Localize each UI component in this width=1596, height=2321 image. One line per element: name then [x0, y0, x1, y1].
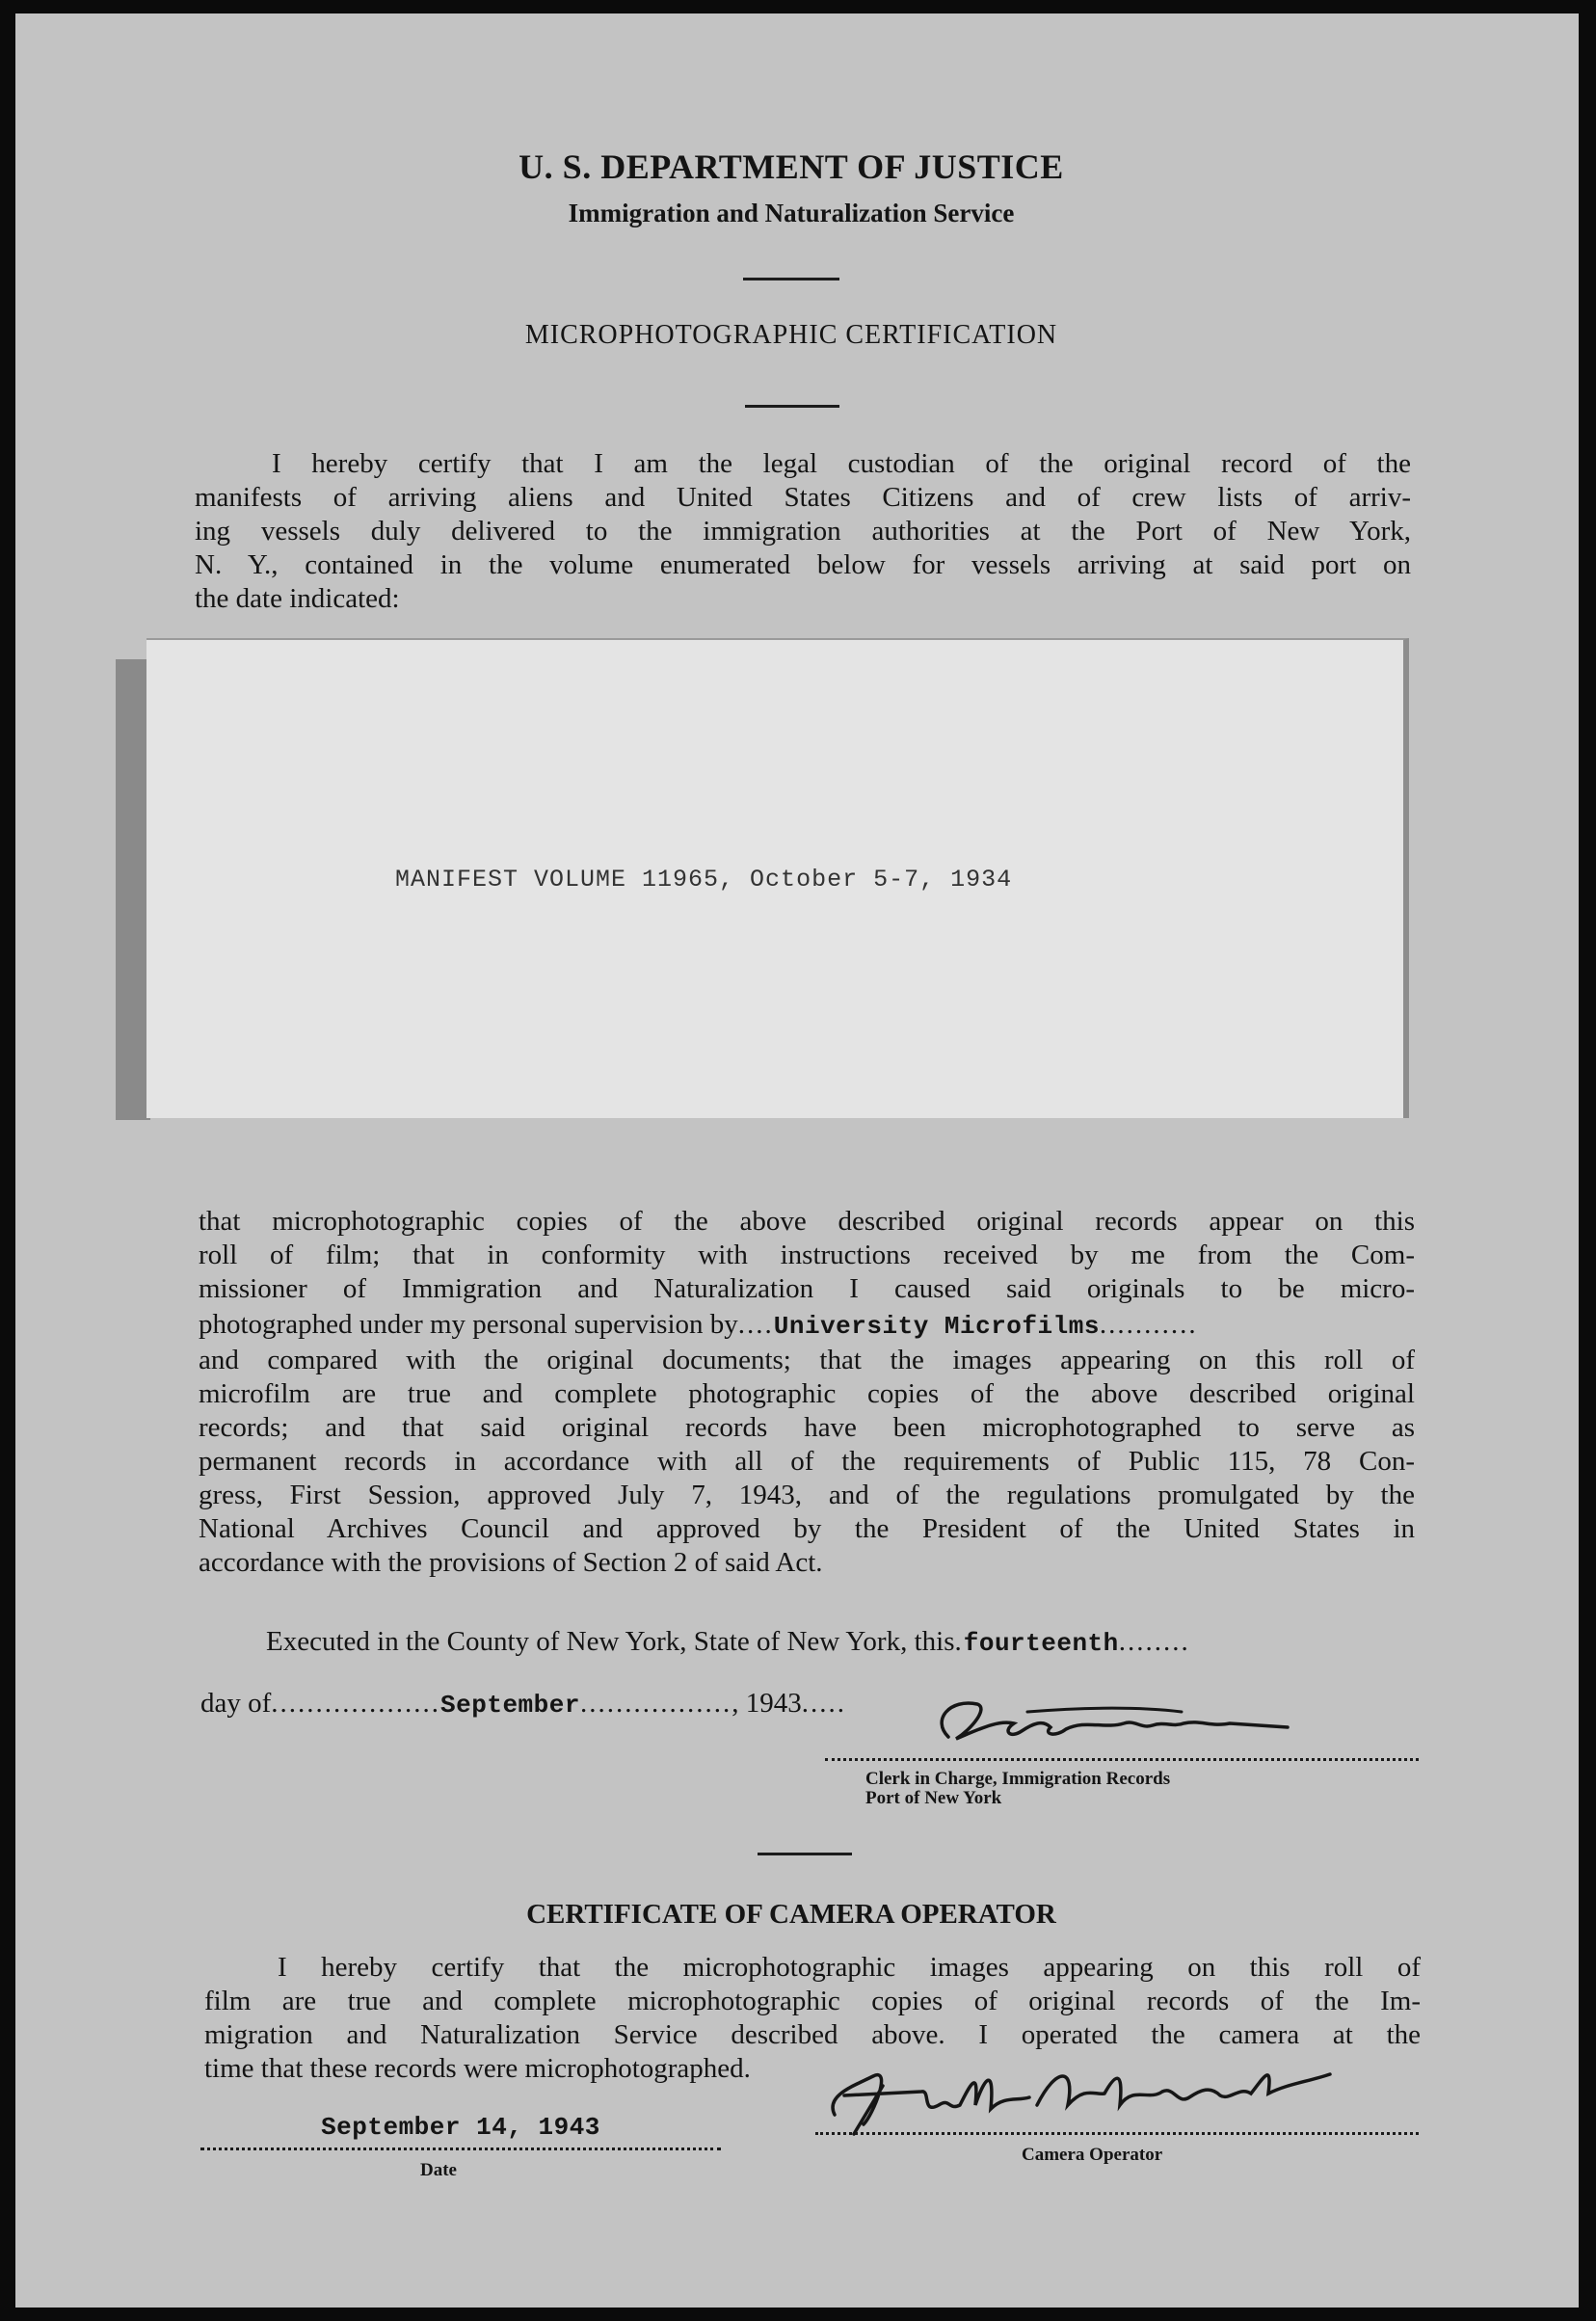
text-line: microfilm are true and complete photographic copies of the above described original [199, 1378, 1415, 1409]
intro-paragraph [195, 447, 1411, 616]
volume-label: MANIFEST VOLUME 11965, October 5-7, 1934 [395, 865, 1013, 894]
clerk-title-line2: Port of New York [865, 1788, 1002, 1808]
slip-shadow [116, 659, 150, 1120]
date-line [200, 2148, 721, 2150]
clerk-signature-line [825, 1758, 1419, 1761]
day-of-label: day of [200, 1688, 272, 1719]
text-line: migration and Naturalization Service described above. I operated the camera at the [204, 2019, 1421, 2050]
text-line: time that these records were microphotographed. [204, 2053, 751, 2084]
text-line: I hereby certify that the microphotographic images appearing on this roll of [278, 1952, 1421, 1983]
certificate-page [15, 13, 1579, 2308]
executed-day: fourteenth [963, 1629, 1119, 1658]
text-line: the date indicated: [195, 583, 400, 614]
date-value: September 14, 1943 [321, 2113, 600, 2142]
text-line: accordance with the provisions of Section 2 of said Act. [199, 1547, 823, 1578]
text-line: and compared with the original documents; that the images appearing on this roll of [199, 1345, 1415, 1375]
volume-slip [146, 638, 1409, 1118]
text-line: roll of film; that in conformity with instructions received by me from the Com- [199, 1240, 1415, 1270]
supervision-prefix: photographed under my personal supervision by [199, 1309, 738, 1340]
divider [743, 278, 839, 280]
camera-heading: CERTIFICATE OF CAMERA OPERATOR [526, 1899, 1056, 1930]
text-line: missioner of Immigration and Naturalization I caused said originals to be micro- [199, 1273, 1415, 1304]
operator-label: Camera Operator [1022, 2145, 1163, 2165]
divider [758, 1853, 852, 1855]
text-line: N. Y., contained in the volume enumerated below for vessels arriving at said port on [195, 549, 1411, 580]
text-line: ing vessels duly delivered to the immigration authorities at the Port of New York, [195, 516, 1411, 547]
text-line: manifests of arriving aliens and United States Citizens and of crew lists of arriv- [195, 482, 1411, 513]
text-line: National Archives Council and approved by the President of the United States in [199, 1513, 1415, 1544]
clerk-title [865, 1770, 1170, 1808]
date-field [200, 2113, 721, 2142]
clerk-title-line1: Clerk in Charge, Immigration Records [865, 1769, 1171, 1789]
executed-prefix: Executed in the County of New York, State of New York, this [266, 1626, 955, 1657]
text-line: I hereby certify that I am the legal custodian of the original record of the [272, 448, 1411, 479]
supervision-name: University Microfilms [773, 1312, 1100, 1341]
department-title: U. S. DEPARTMENT OF JUSTICE [519, 147, 1064, 186]
operator-signature-line [815, 2132, 1419, 2135]
executed-year: , 1943 [732, 1688, 802, 1719]
date-label: Date [420, 2160, 457, 2180]
text-line: permanent records in accordance with all of the requirements of Public 115, 78 Con- [199, 1446, 1415, 1477]
executed-line: Executed in the County of New York, State of New York, this.fourteenth........ [266, 1626, 1190, 1658]
text-line: gress, First Session, approved July 7, 1943, and of the regulations promulgated by the [199, 1480, 1415, 1510]
clerk-signature [921, 1691, 1326, 1768]
supervision-line: photographed under my personal supervision by....University Microfilms........... [199, 1309, 1198, 1341]
executed-month: September [440, 1691, 580, 1720]
service-subtitle: Immigration and Naturalization Service [568, 199, 1015, 227]
divider [745, 405, 839, 408]
body-paragraph [199, 1205, 1415, 1580]
operator-signature [815, 2047, 1355, 2144]
text-line: records; and that said original records have been microphotographed to serve as [199, 1412, 1415, 1443]
day-of-line: day of...................September................., 1943..... [200, 1688, 846, 1720]
text-line: film are true and complete microphotographic copies of original records of the Im- [204, 1986, 1421, 2016]
certification-title: MICROPHOTOGRAPHIC CERTIFICATION [524, 320, 1058, 350]
text-line: that microphotographic copies of the above described original records appear on this [199, 1206, 1415, 1237]
